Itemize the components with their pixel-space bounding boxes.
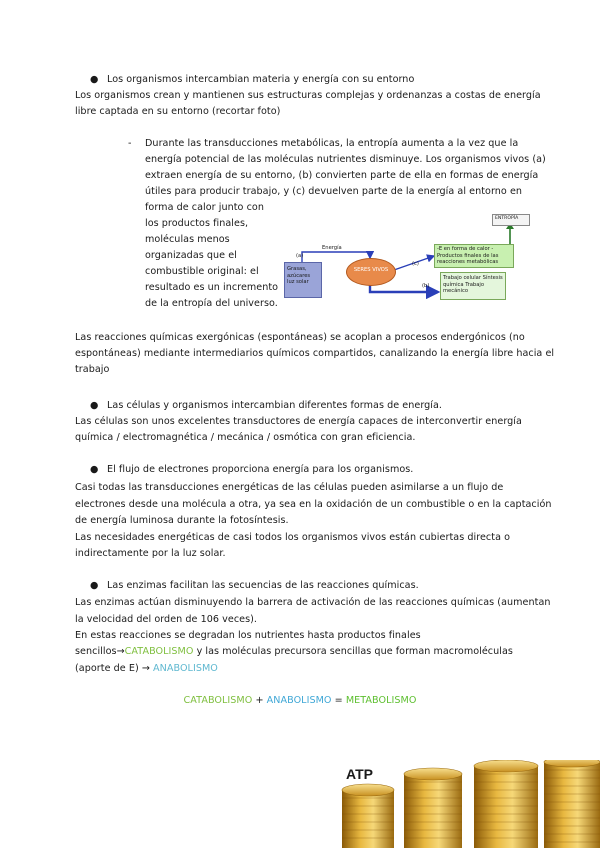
dash-line: los productos finales, (145, 218, 249, 229)
dash-line: combustible original: el (145, 266, 259, 277)
nutrients-label: Grasas, azúcares luz solar (287, 266, 311, 285)
bullet-heading-4: Las enzimas facilitan las secuencias de las reacciones químicas. (107, 580, 419, 591)
label-a: (a) (296, 253, 304, 259)
energia-label: Energía (322, 245, 342, 251)
entropia-label: ENTROPÍA (495, 216, 519, 221)
dash-line: extraen energía de su entorno, (b) convierten parte de ella en formas de energía (145, 170, 539, 181)
living-beings-label: SERES VIVOS (353, 267, 389, 273)
coins-illustration (338, 760, 600, 848)
coin-stack-medium (404, 768, 462, 848)
anabolismo-term: ANABOLISMO (153, 663, 218, 674)
paragraph-line: espontáneas) mediante intermediarios químicos compartidos, canalizando la energía libre hacia el (75, 348, 555, 359)
paragraph-line: electrones desde una molécula a otra, ya sea en la oxidación de un combustible o en la captación (75, 499, 552, 510)
eq-equals: = (331, 695, 346, 706)
dash-line: útiles para producir trabajo, y (c) devuelven parte de la energía al entorno en (145, 186, 523, 197)
metabolism-equation (0, 693, 600, 709)
work-label: Trabajo celular Síntesis química Trabajo mecánico (443, 275, 503, 294)
eq-anabolismo: ANABOLISMO (266, 695, 332, 706)
line4-prefix: sencillos→ (75, 646, 125, 657)
paragraph-line: Casi todas las transducciones energéticas de las células pueden asimilarse a un flujo de (75, 482, 504, 493)
paragraph-line: la velocidad del orden de 106 veces). (75, 614, 258, 625)
paragraph-line: Las reacciones químicas exergónicas (espontáneas) se acoplan a procesos endergónicos (no (75, 332, 525, 343)
energy-diagram (284, 212, 532, 316)
dash-marker: - (128, 138, 132, 149)
dash-line: Durante las transducciones metabólicas, la entropía aumenta a la vez que la (145, 138, 519, 149)
bullet-heading-3: El flujo de electrones proporciona energía para los organismos. (107, 464, 414, 475)
atp-label: ATP (346, 766, 373, 782)
label-b: (b) (422, 283, 430, 289)
paragraph-line: Las enzimas actúan disminuyendo la barrera de activación de las reacciones químicas (aumentan (75, 597, 551, 608)
heat-products-box (434, 244, 514, 268)
eq-catabolismo: CATABOLISMO (183, 695, 253, 706)
nutrients-box (284, 262, 322, 298)
bullet-dot: ● (90, 464, 99, 475)
eq-metabolismo: METABOLISMO (345, 695, 417, 706)
paragraph-line: trabajo (75, 364, 110, 375)
paragraph-line: Los organismos crean y mantienen sus estructuras complejas y ordenanzas a costas de energía (75, 90, 541, 101)
living-beings-oval (346, 258, 396, 286)
bullet-heading-1: Los organismos intercambian materia y energía con su entorno (107, 74, 415, 85)
paragraph-line-anabolism (75, 661, 218, 677)
paragraph-line: libre captada en su entorno (recortar foto) (75, 106, 281, 117)
catabolismo-term: CATABOLISMO (124, 646, 194, 657)
bullet-dot: ● (90, 400, 99, 411)
paragraph-line-catabolism (75, 644, 513, 660)
entropia-box (492, 214, 530, 226)
dash-line: organizadas que el (145, 250, 237, 261)
atp-coins-image (338, 760, 600, 848)
paragraph-line: indirectamente por la luz solar. (75, 548, 226, 559)
paragraph-line: química / electromagnética / mecánica / osmótica con gran eficiencia. (75, 432, 416, 443)
coin-stack-large (474, 760, 538, 848)
dash-line: forma de calor junto con (145, 202, 264, 213)
work-box (440, 272, 506, 300)
paragraph-line: Las células son unos excelentes transductores de energía capaces de interconvertir energía (75, 416, 522, 427)
paragraph-line: Las necesidades energéticas de casi todos los organismos vivos están cubiertas directa o (75, 532, 511, 543)
coin-stack-largest (544, 760, 600, 848)
line5-prefix: (aporte de E) → (75, 663, 154, 674)
bullet-heading-2: Las células y organismos intercambian diferentes formas de energía. (107, 400, 443, 411)
bullet-dot: ● (90, 580, 99, 591)
paragraph-line: En estas reacciones se degradan los nutrientes hasta productos finales (75, 630, 421, 641)
label-c: (c) (412, 261, 419, 267)
paragraph-line: de energía luminosa durante la fotosíntesis. (75, 515, 289, 526)
dash-line: resultado es un incremento (145, 282, 279, 293)
dash-line: moléculas menos (145, 234, 230, 245)
line4-middle: y las moléculas precursora sencillas que forman macromoléculas (193, 646, 513, 657)
bullet-dot: ● (90, 74, 99, 85)
dash-line: de la entropía del universo. (145, 298, 278, 309)
dash-line: energía potencial de las moléculas nutrientes disminuye. Los organismos vivos (a) (145, 154, 546, 165)
coin-stack-small (342, 784, 394, 848)
heat-products-label: -E en forma de calor -Productos finales de las reacciones metabólicas (437, 246, 499, 265)
eq-plus: + (252, 695, 267, 706)
